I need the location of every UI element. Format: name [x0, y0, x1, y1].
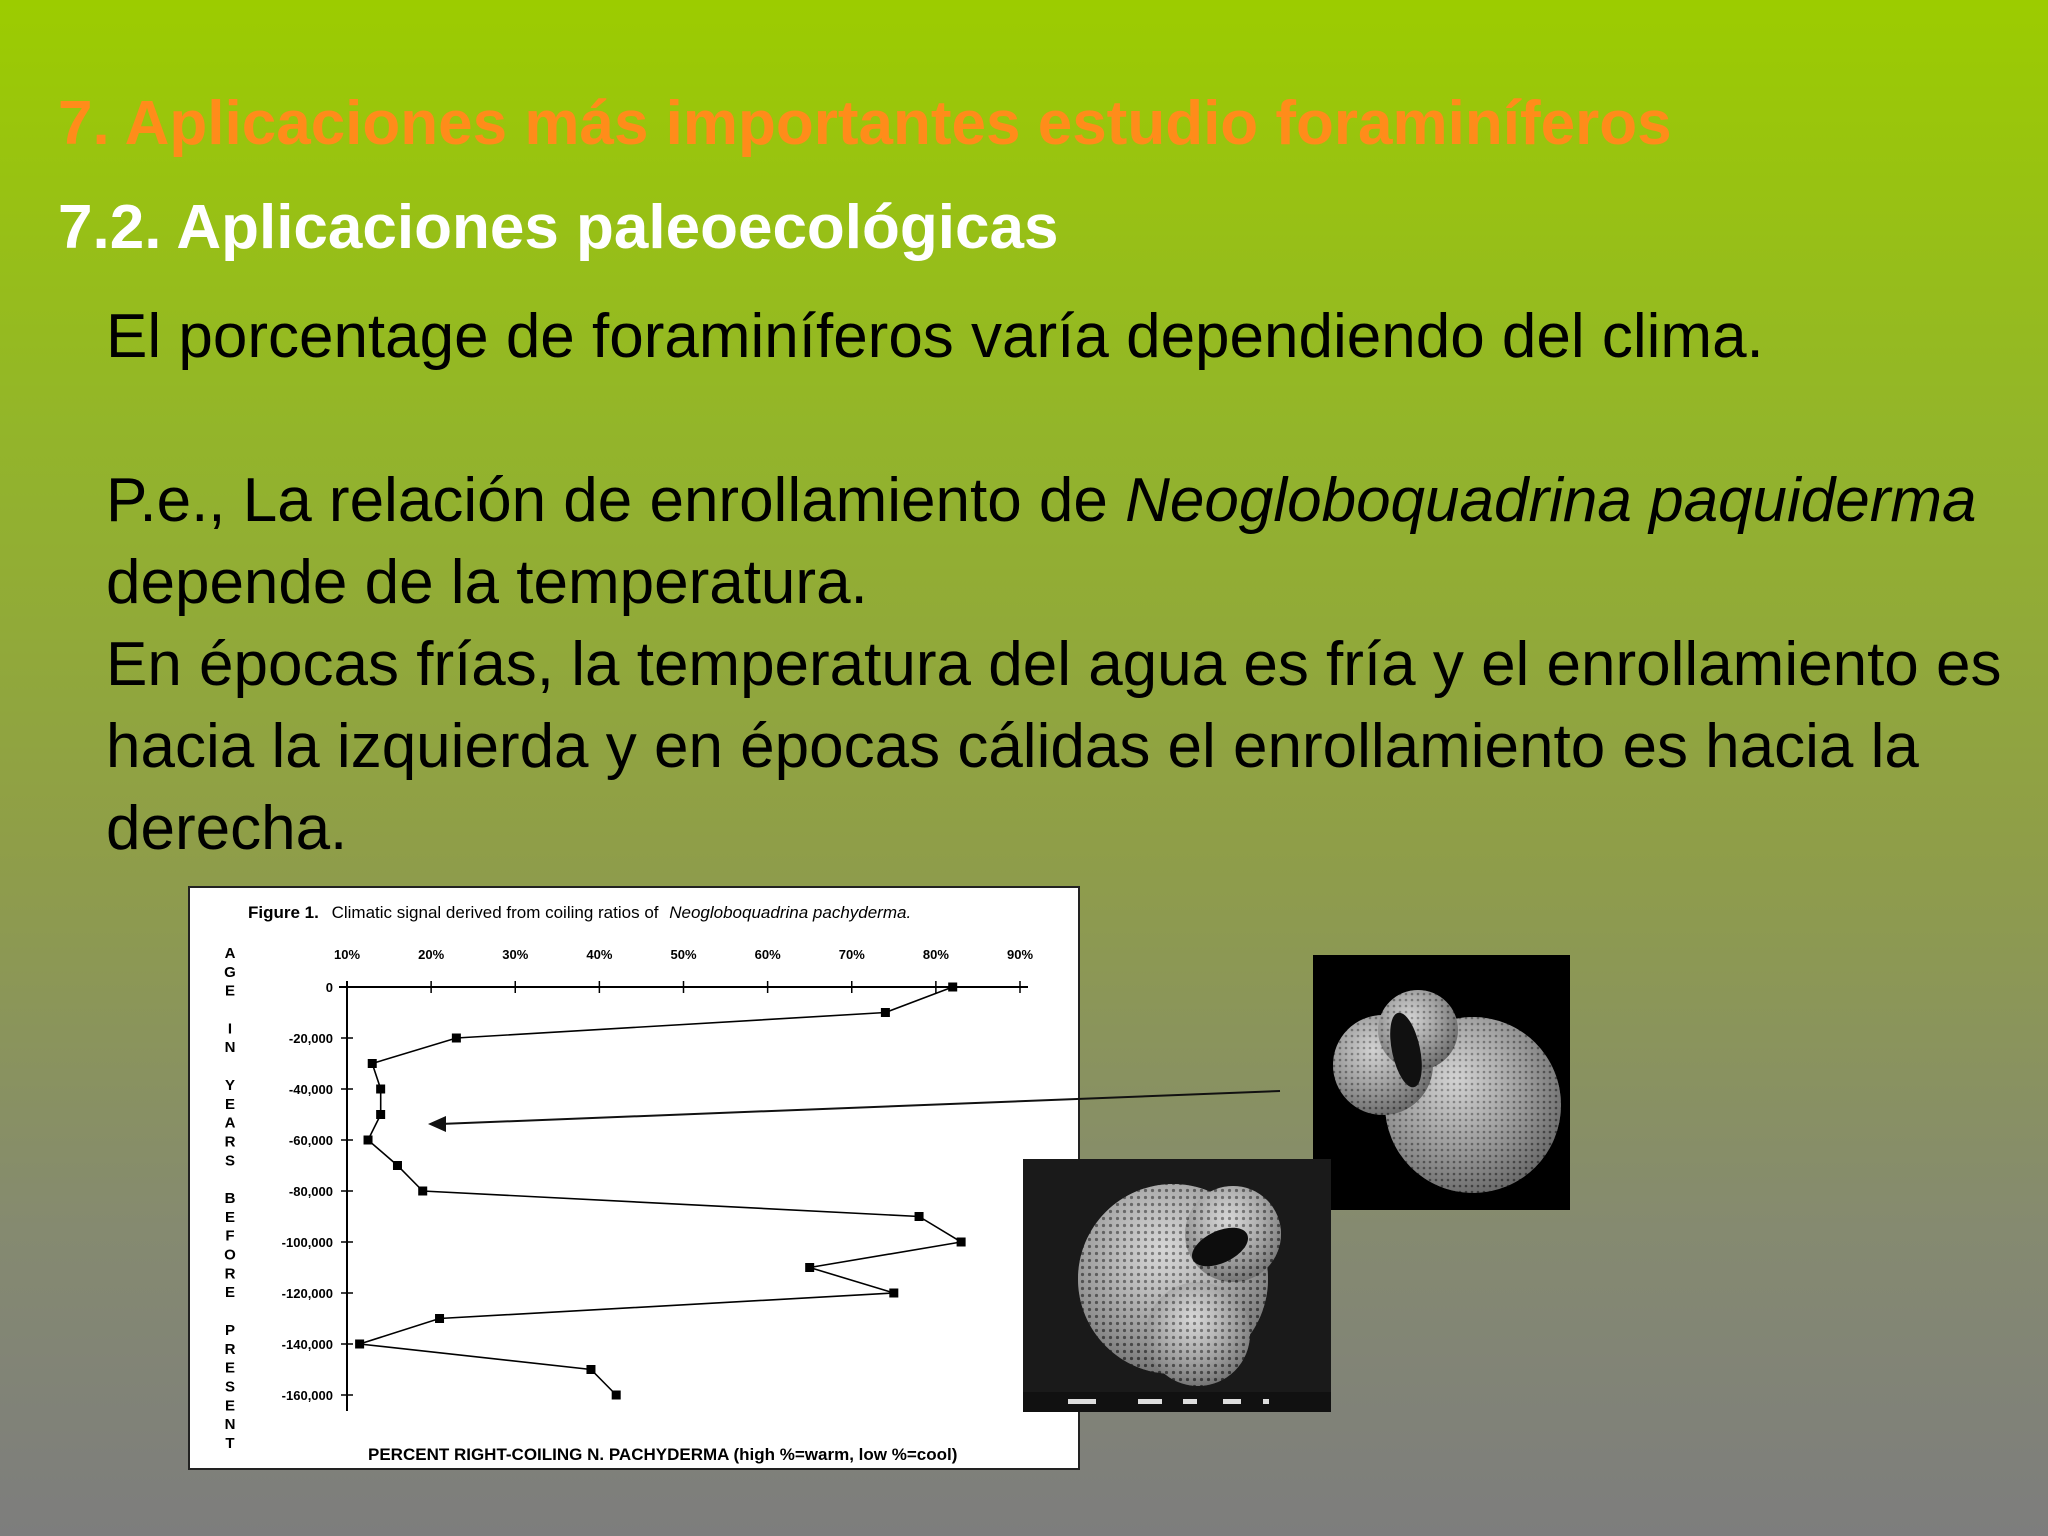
figure-caption: [248, 903, 911, 922]
y-label-letter: E: [224, 1095, 236, 1113]
data-point: [376, 1085, 385, 1094]
y-tick-label: -100,000: [281, 1235, 333, 1250]
y-tick-label: -60,000: [288, 1133, 333, 1148]
y-tick-label: -80,000: [288, 1184, 333, 1199]
x-tick-label: 90%: [1006, 947, 1034, 962]
y-label-letter: T: [225, 1435, 235, 1452]
data-point: [452, 1034, 461, 1043]
data-point: [612, 1391, 621, 1400]
data-point: [364, 1136, 373, 1145]
y-label-letter: E: [224, 1208, 236, 1226]
data-point: [435, 1314, 444, 1323]
data-point: [957, 1238, 966, 1247]
y-tick-label: -40,000: [288, 1082, 333, 1097]
y-label-letter: B: [224, 1190, 236, 1207]
series-line: [360, 987, 962, 1395]
x-tick-label: 40%: [586, 947, 613, 962]
y-label-letter: O: [224, 1246, 236, 1264]
y-label-letter: N: [224, 1039, 236, 1057]
chart-axes: [282, 947, 1034, 1411]
y-label-letter: E: [224, 982, 236, 1000]
y-tick-label: 0: [325, 980, 333, 995]
paragraph-coiling: [106, 460, 2006, 870]
x-tick-label: 30%: [502, 947, 529, 962]
coiling-ratio-chart: [190, 888, 1078, 1468]
y-label-letter: P: [224, 1321, 236, 1339]
y-label-letter: E: [224, 1397, 236, 1415]
slide-subtitle: 7.2. Aplicaciones paleoecológicas: [58, 193, 1059, 262]
foraminifera-right-coiling-icon: [1023, 1159, 1331, 1412]
y-axis-label: [224, 945, 236, 1452]
y-label-letter: G: [224, 963, 236, 981]
y-label-letter: R: [224, 1340, 236, 1358]
data-point: [368, 1059, 377, 1068]
data-point: [805, 1263, 814, 1272]
data-point: [889, 1289, 898, 1298]
x-tick-label: 70%: [838, 947, 865, 962]
figure-caption-species: Neogloboquadrina pachyderma.: [669, 903, 912, 922]
x-tick-label: 60%: [754, 947, 781, 962]
chart-series: [355, 983, 965, 1400]
x-tick-label: 20%: [418, 947, 445, 962]
figure-caption-text: Climatic signal derived from coiling ratios of: [331, 903, 659, 922]
data-point: [586, 1365, 595, 1374]
paragraph-rest-2: En épocas frías, la temperatura del agua es fría y el enrollamiento es hacia la izquierda y en épocas cálidas el enrollamiento es hacia la derecha.: [106, 630, 2002, 863]
y-tick-label: -120,000: [281, 1286, 333, 1301]
data-point: [393, 1161, 402, 1170]
y-label-letter: A: [224, 1114, 236, 1132]
y-label-letter: E: [224, 1359, 236, 1377]
data-point: [418, 1187, 427, 1196]
y-label-letter: Y: [224, 1076, 236, 1094]
y-label-letter: E: [224, 1284, 236, 1302]
sem-image-right-coiling: [1023, 1159, 1331, 1412]
figure-caption-prefix: Figure 1.: [248, 903, 319, 922]
y-label-letter: A: [224, 945, 236, 962]
paragraph-lead: P.e., La relación de enrollamiento de: [106, 466, 1126, 535]
y-label-letter: R: [224, 1133, 236, 1151]
y-label-letter: S: [224, 1152, 236, 1170]
y-label-letter: S: [224, 1378, 236, 1396]
x-tick-label: 80%: [922, 947, 949, 962]
data-point: [355, 1340, 364, 1349]
sem-image-left-coiling: [1313, 955, 1570, 1210]
data-point: [915, 1212, 924, 1221]
y-tick-label: -140,000: [281, 1337, 333, 1352]
y-label-letter: F: [225, 1227, 235, 1245]
x-axis-label: PERCENT RIGHT-COILING N. PACHYDERMA (high %=warm, low %=cool): [368, 1445, 958, 1464]
data-point: [376, 1110, 385, 1119]
y-tick-label: -160,000: [281, 1388, 333, 1403]
paragraph-climate: El porcentage de foraminíferos varía dependiendo del clima.: [106, 302, 1764, 371]
slide-title: 7. Aplicaciones más importantes estudio foraminíferos: [58, 89, 1672, 158]
x-tick-label: 10%: [333, 947, 361, 962]
species-name: Neogloboquadrina paquiderma: [1125, 466, 1977, 535]
foraminifera-left-coiling-icon: [1313, 955, 1570, 1210]
x-tick-label: 50%: [670, 947, 697, 962]
y-label-letter: I: [227, 1020, 233, 1038]
y-label-letter: N: [224, 1416, 236, 1434]
data-point: [948, 983, 957, 992]
y-label-letter: R: [224, 1265, 236, 1283]
data-point: [881, 1008, 890, 1017]
coiling-ratio-figure: [188, 886, 1080, 1470]
y-tick-label: -20,000: [288, 1031, 333, 1046]
paragraph-rest-1: depende de la temperatura.: [106, 548, 868, 617]
